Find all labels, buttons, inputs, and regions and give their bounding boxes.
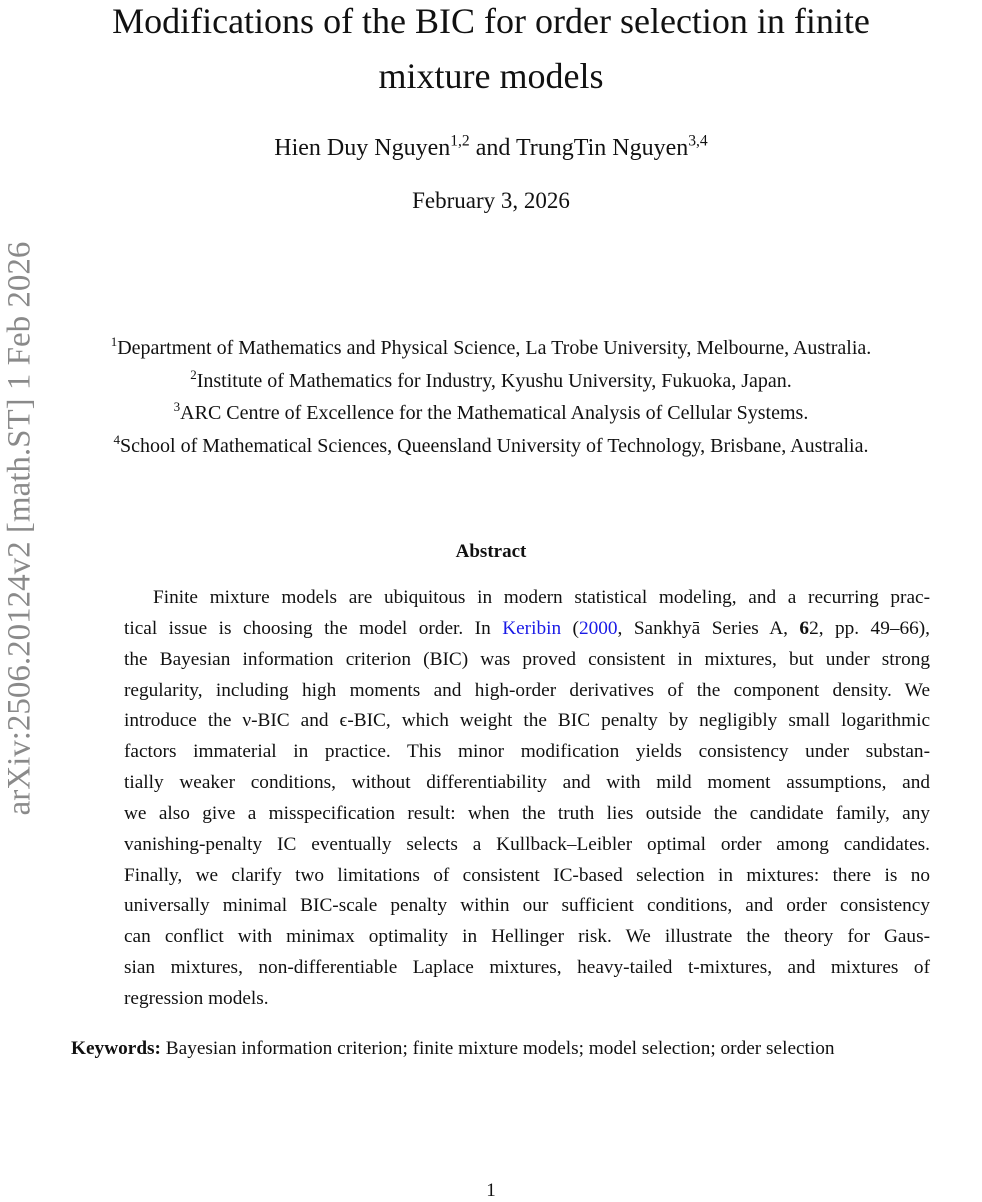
affil-number: 2: [190, 366, 197, 382]
citation-link-year[interactable]: 2000: [578, 617, 618, 639]
abstract-line: tially weaker conditions, without differentiability and with mild moment assumptions, and: [124, 772, 930, 794]
author-name: Hien Duy Nguyen: [274, 135, 451, 161]
abstract-line: vanishing-penalty IC eventually selects a Kullback–Leibler optimal order among candidates.: [124, 833, 930, 855]
author-affil: 3,4: [688, 132, 708, 150]
abstract-heading: Abstract: [455, 541, 527, 562]
abstract-line: factors immaterial in practice. This minor modification yields consistency under substan-: [124, 741, 930, 763]
keywords: [71, 1038, 835, 1060]
affiliation: [0, 332, 982, 365]
affiliation: [0, 430, 982, 463]
affil-text: ARC Centre of Excellence for the Mathematical Analysis of Cellular Systems.: [180, 402, 809, 425]
affil-number: 4: [113, 432, 121, 448]
keywords-label: Keywords:: [71, 1038, 161, 1059]
title-line: Modifications of the BIC for order selection in finite: [112, 1, 870, 41]
abstract-line: universally minimal BIC-scale penalty within our sufficient conditions, and order consistency: [124, 895, 930, 917]
abstract-line: we also give a misspecification result: when the truth lies outside the candidate family, any: [124, 802, 930, 824]
affiliations: [0, 332, 982, 463]
author-affil: 1,2: [450, 132, 470, 150]
abstract-line: regularity, including high moments and high-order derivatives of the component density. We: [124, 679, 930, 701]
affil-text: School of Mathematical Sciences, Queensland University of Technology, Brisbane, Australia.: [120, 435, 869, 458]
author-sep: and: [469, 135, 516, 161]
affiliation: [0, 397, 982, 430]
abstract-line: the Bayesian information criterion (BIC) was proved consistent in mixtures, but under strong: [124, 648, 930, 670]
affiliation: [0, 365, 982, 398]
abstract-line: regression models.: [124, 987, 269, 1009]
affil-number: 3: [173, 399, 181, 415]
authors: [0, 132, 982, 162]
date: February 3, 2026: [412, 188, 570, 213]
abstract-line: Finite mixture models are ubiquitous in modern statistical modeling, and a recurring prac-: [153, 587, 930, 608]
abstract-line: tical issue is choosing the model order. In Keribin (2000, Sankhyā Series A, 62, pp. 49–66),: [124, 617, 930, 639]
citation-link-keribin[interactable]: Keribin: [502, 617, 562, 639]
arxiv-stamp: arXiv:2506.20124v2 [math.ST] 1 Feb 2026: [1, 241, 38, 816]
abstract-body: [124, 583, 930, 1015]
author-name: TrungTin Nguyen: [515, 135, 689, 161]
title-line: mixture models: [378, 56, 604, 96]
affil-text: Department of Mathematics and Physical Science, La Trobe University, Melbourne, Australia.: [117, 337, 872, 359]
affil-number: 1: [110, 334, 118, 350]
paper-title: [0, 0, 982, 104]
abstract-line: introduce the ν-BIC and ϵ-BIC, which weight the BIC penalty by negligibly small logarithmic: [124, 710, 930, 732]
page-number: 1: [486, 1180, 496, 1201]
affil-text: Institute of Mathematics for Industry, Kyushu University, Fukuoka, Japan.: [196, 369, 792, 392]
abstract-line: can conflict with minimax optimality in Hellinger risk. We illustrate the theory for Gaus-: [124, 926, 930, 948]
abstract-line: sian mixtures, non-differentiable Laplace mixtures, heavy-tailed t-mixtures, and mixtures of: [124, 957, 930, 979]
keywords-text: Bayesian information criterion; finite mixture models; model selection; order selection: [160, 1038, 835, 1059]
abstract-line: Finally, we clarify two limitations of consistent IC-based selection in mixtures: there is no: [124, 864, 930, 886]
